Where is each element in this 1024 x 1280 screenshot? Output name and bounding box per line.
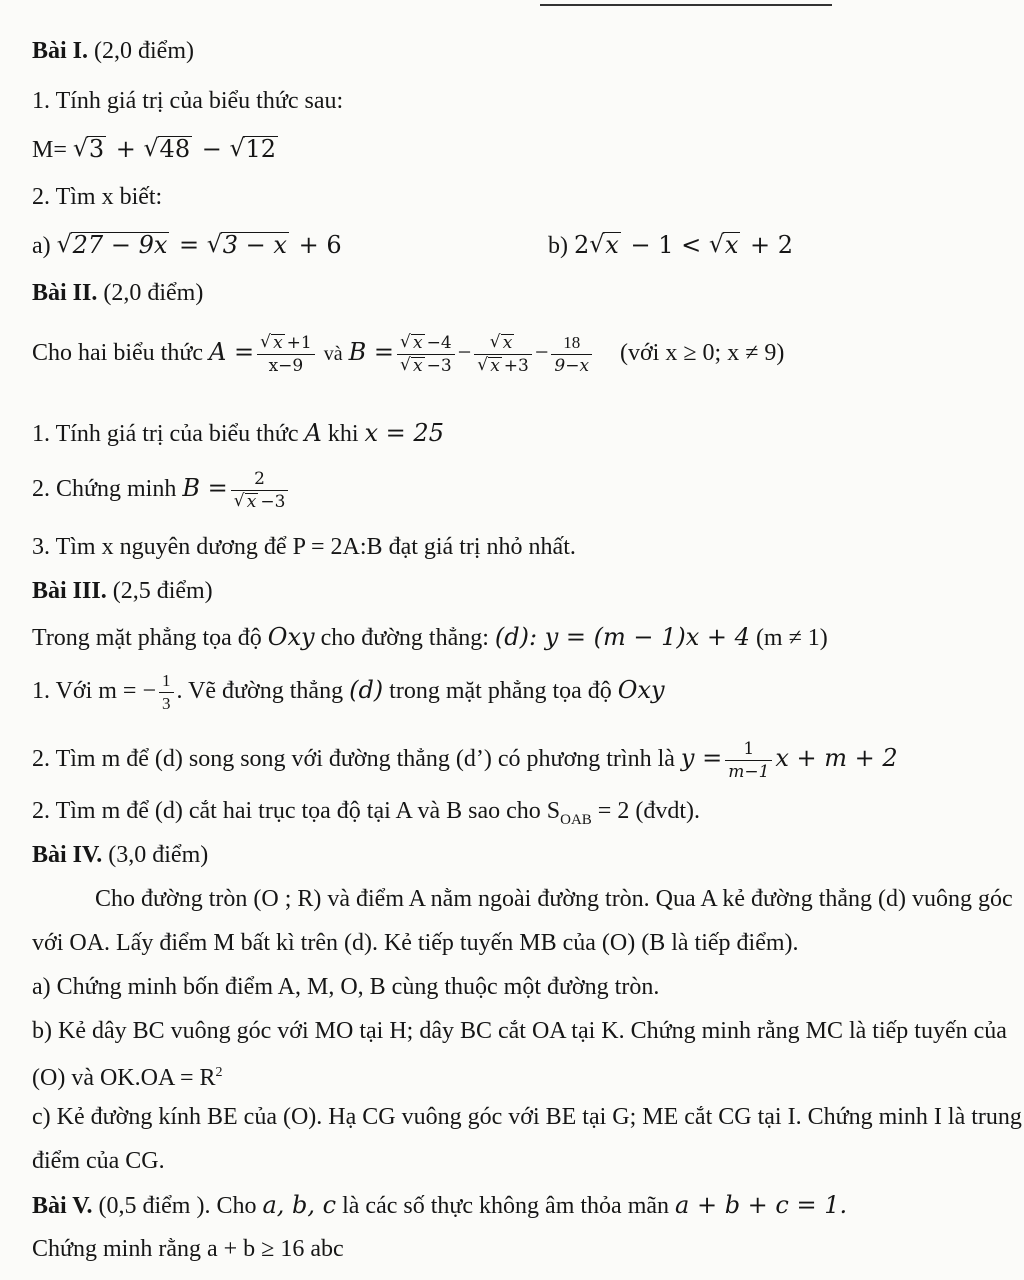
bai4-points: (3,0 điểm) <box>102 842 209 868</box>
bai3-heading <box>32 576 213 606</box>
bai4-b1: b) Kẻ dây BC vuông góc với MO tại H; dây BC cắt OA tại K. Chứng minh rằng MC là tiếp tuyến của <box>32 1018 1007 1044</box>
q2a-radicand-2: 3 − x <box>222 231 287 259</box>
bai3-intro <box>32 622 828 653</box>
f3-num: 18 <box>551 332 592 355</box>
a-num-radicand: x <box>273 332 283 353</box>
f2-den-radicand: x <box>490 355 500 376</box>
bai2-q1-text: 1. Tính giá trị của biểu thức <box>32 421 299 447</box>
bai3-q2-tail: x + m + 2 <box>775 744 898 772</box>
bai3-q3-post: = 2 (đvdt). <box>591 798 700 824</box>
f1-den-tail: −3 <box>426 355 452 376</box>
q2b-label: b) <box>548 233 568 259</box>
bai4-heading <box>32 840 208 870</box>
q2b-mid: − 1 < <box>630 231 702 259</box>
bai4-c2: điểm của CG. <box>32 1148 165 1174</box>
bai2-q2 <box>32 466 291 513</box>
q2b-radicand-1: x <box>605 231 619 259</box>
bai3-intro-mid: cho đường thẳng: <box>320 625 489 651</box>
q2-den-radicand: x <box>246 491 257 512</box>
bai4-p1b: với OA. Lấy điểm M bất kì trên (d). Kẻ tiếp tuyến MB của (O) (B là tiếp điểm). <box>32 930 799 956</box>
bai4-title: Bài IV. <box>32 842 103 868</box>
bai3-points: (2,5 điểm) <box>106 578 213 604</box>
bai1-q2a <box>32 230 342 261</box>
f1-den-radicand: x <box>412 355 423 376</box>
bai4-b2 <box>32 1058 223 1093</box>
bai5-text2: là các số thực không âm thỏa mãn <box>342 1193 670 1219</box>
bai3-q1-pre: 1. Với m = − <box>32 678 156 704</box>
bai3-q3 <box>32 796 700 835</box>
bai1-title: Bài I. <box>32 38 89 64</box>
bai1-expression-m <box>32 134 280 165</box>
bai5-title: Bài V. <box>32 1193 93 1219</box>
q2b-num: 1 <box>725 738 772 761</box>
q1-den: 3 <box>162 693 171 713</box>
top-rule <box>540 4 832 6</box>
q2b-tail: + 2 <box>750 231 794 259</box>
bai3-line-equation: (d): y = (m − 1)x + 4 <box>494 623 750 651</box>
conj-va: và <box>323 343 343 365</box>
bai2-q2-b: B = <box>182 474 228 502</box>
bai5-text: (0,5 điểm ). Cho <box>92 1193 257 1219</box>
bai4-c1: c) Kẻ đường kính BE của (O). Hạ CG vuông góc với BE tại G; ME cắt CG tại I. Chứng minh I là trung <box>32 1104 1022 1130</box>
q2-num: 2 <box>231 468 289 491</box>
bai2-expressions <box>32 330 595 377</box>
q2-den-tail: −3 <box>260 491 286 512</box>
bai2-heading <box>32 278 203 308</box>
f3-den: 9−x <box>554 355 590 376</box>
q2b-den: m−1 <box>728 761 770 782</box>
bai3-q2-text: 2. Tìm m để (d) song song với đường thẳng (d’) có phương trình là <box>32 746 675 772</box>
bai1-heading <box>32 36 194 66</box>
f2-den-tail: +3 <box>503 355 529 376</box>
bai1-q2: 2. Tìm x biết: <box>32 184 163 210</box>
bai1-q2b <box>548 230 793 261</box>
bai2-condition: (với x ≥ 0; x ≠ 9) <box>620 340 785 366</box>
bai3-q1-fraction <box>159 670 174 715</box>
m-prefix: M= <box>32 137 67 163</box>
bai3-q1-post: . Vẽ đường thẳng <box>176 678 344 704</box>
q2a-tail: + 6 <box>298 231 342 259</box>
expr-a-fraction <box>257 332 315 377</box>
bai2-q2-text: 2. Chứng minh <box>32 476 177 502</box>
bai4-b2-text: (O) và OK.OA = R <box>32 1065 216 1091</box>
b-minus-2: − <box>534 340 549 366</box>
bai5-prove: Chứng minh rằng a + b ≥ 16 abc <box>32 1236 344 1262</box>
b-frac-2 <box>474 332 532 377</box>
m-radicand-1: 3 <box>88 135 105 163</box>
bai3-q1-post2: trong mặt phẳng tọa độ <box>389 678 612 704</box>
bai3-q2 <box>32 736 898 783</box>
q2a-eq: = <box>179 231 200 259</box>
q2b-radicand-2: x <box>724 231 739 259</box>
bai3-q1 <box>32 668 665 715</box>
m-radicand-2: 48 <box>159 135 191 163</box>
bai3-q2-fraction <box>725 738 772 783</box>
expr-a-label: A = <box>208 338 255 366</box>
b-frac-3 <box>551 332 592 377</box>
b-frac-1 <box>397 332 455 377</box>
b-minus-1: − <box>457 340 472 366</box>
bai2-points: (2,0 điểm) <box>97 280 204 306</box>
bai5-eq: a + b + c = 1. <box>675 1191 848 1219</box>
bai1-q1: 1. Tính giá trị của biểu thức sau: <box>32 88 344 114</box>
q2a-radicand-1: 27 − 9x <box>72 231 168 259</box>
bai2-q3: 3. Tìm x nguyên dương để P = 2A:B đạt giá trị nhỏ nhất. <box>32 534 576 560</box>
bai5-vars: a, b, c <box>262 1191 337 1219</box>
bai2-q1-a: A <box>304 419 322 447</box>
bai3-q1-d: (d) <box>349 676 384 704</box>
f1-num-tail: −4 <box>426 332 452 353</box>
bai5-statement <box>32 1190 847 1221</box>
bai2-intro: Cho hai biểu thức <box>32 340 203 366</box>
bai2-q1-x: x = 25 <box>364 419 444 447</box>
bai3-title: Bài III. <box>32 578 107 604</box>
m-minus: − <box>201 135 222 163</box>
bai3-intro-text: Trong mặt phẳng tọa độ <box>32 625 262 651</box>
bai4-b2-sup: 2 <box>215 1065 223 1080</box>
bai4-a: a) Chứng minh bốn điểm A, M, O, B cùng thuộc một đường tròn. <box>32 974 660 1000</box>
bai3-intro-oxy: Oxy <box>267 623 315 651</box>
bai4-p1a: Cho đường tròn (O ; R) và điểm A nằm ngoài đường tròn. Qua A kẻ đường thẳng (d) vuông góc <box>95 886 1013 912</box>
a-den: x−9 <box>268 355 304 376</box>
m-radicand-3: 12 <box>245 135 277 163</box>
bai2-title: Bài II. <box>32 280 98 306</box>
f1-num-radicand: x <box>412 332 423 353</box>
bai2-q1 <box>32 418 444 449</box>
bai3-q1-oxy: Oxy <box>617 676 665 704</box>
q1-num: 1 <box>159 670 174 693</box>
bai3-q2-y: y = <box>680 744 723 772</box>
q2b-pre: 2 <box>574 231 590 259</box>
bai1-points: (2,0 điểm) <box>88 38 194 64</box>
bai3-q3-pre: 2. Tìm m để (d) cắt hai trục tọa độ tại A và B sao cho S <box>32 798 561 824</box>
bai2-q2-fraction <box>231 468 289 513</box>
expr-b-label: B = <box>348 338 394 366</box>
bai3-intro-cond: (m ≠ 1) <box>755 625 828 651</box>
bai2-q1-khi: khi <box>327 421 359 447</box>
q2a-label: a) <box>32 233 51 259</box>
f2-num-radicand: x <box>502 332 513 353</box>
bai3-q3-sub: OAB <box>560 811 592 828</box>
a-num-tail: +1 <box>286 332 312 353</box>
m-plus: + <box>115 135 136 163</box>
